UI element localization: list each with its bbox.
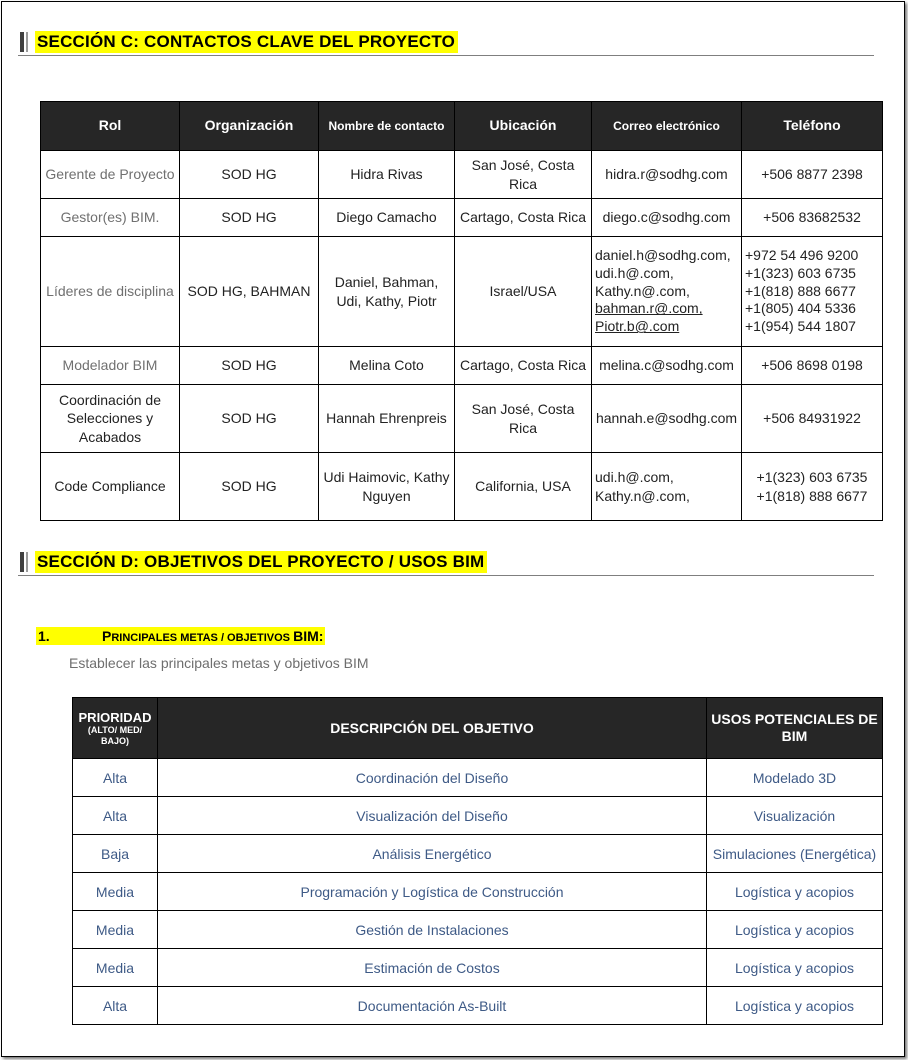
cell-rol: Code Compliance xyxy=(41,453,180,521)
phone-number: +1(818) 888 6677 xyxy=(745,282,856,299)
table-row xyxy=(41,347,883,385)
objectives-table xyxy=(72,697,883,1025)
header-rol: Rol xyxy=(41,102,180,151)
cell-ubicacion: Cartago, Costa Rica xyxy=(455,347,592,385)
header-organizacion: Organización xyxy=(180,102,319,151)
cell-correo[interactable]: hannah.e@sodhg.com xyxy=(592,385,742,453)
cell-usos: Logística y acopios xyxy=(707,911,883,949)
cell-ubicacion: San José, Costa Rica xyxy=(455,151,592,199)
cell-usos: Modelado 3D xyxy=(707,759,883,797)
header-prioridad-sub: (ALTO/ MED/ BAJO) xyxy=(87,725,143,746)
contacts-table xyxy=(40,101,883,521)
phone-number: +1(954) 544 1807 xyxy=(745,318,856,335)
cell-telefono: +506 8877 2398 xyxy=(742,151,883,199)
cell-ubicacion: Israel/USA xyxy=(455,237,592,347)
header-usos: USOS POTENCIALES DE BIM xyxy=(707,698,883,759)
objectives-header-row xyxy=(73,698,883,759)
heading-bar-secondary xyxy=(26,32,28,52)
header-correo: Correo electrónico xyxy=(592,102,742,151)
cell-telefono-list xyxy=(742,237,883,347)
cell-organizacion: SOD HG xyxy=(180,199,319,237)
table-row xyxy=(73,835,883,873)
cell-nombre: Melina Coto xyxy=(319,347,455,385)
item-title-initial: P xyxy=(102,628,112,644)
table-row xyxy=(73,797,883,835)
header-prioridad-label: PRIORIDAD xyxy=(78,709,152,725)
cell-telefono-list xyxy=(742,453,883,521)
cell-prioridad: Media xyxy=(73,949,158,987)
item-title-smallcaps: RINCIPALES METAS / OBJETIVOS xyxy=(111,632,294,644)
cell-nombre: Udi Haimovic, Kathy Nguyen xyxy=(319,453,455,521)
cell-organizacion: SOD HG, BAHMAN xyxy=(180,237,319,347)
email-link[interactable]: Kathy.n@.com, xyxy=(595,282,690,299)
cell-organizacion: SOD HG xyxy=(180,151,319,199)
cell-ubicacion: San José, Costa Rica xyxy=(455,385,592,453)
section-c-title: SECCIÓN C: CONTACTOS CLAVE DEL PROYECTO xyxy=(35,31,458,53)
cell-prioridad: Alta xyxy=(73,759,158,797)
header-telefono: Teléfono xyxy=(742,102,883,151)
cell-correo-list xyxy=(592,237,742,347)
cell-rol: Gestor(es) BIM. xyxy=(41,199,180,237)
heading-bar xyxy=(20,32,24,52)
cell-descripcion: Programación y Logística de Construcción xyxy=(158,873,707,911)
heading-bar-secondary xyxy=(26,552,28,572)
cell-descripcion: Estimación de Costos xyxy=(158,949,707,987)
cell-telefono: +506 84931922 xyxy=(742,385,883,453)
table-row xyxy=(41,237,883,347)
cell-ubicacion: California, USA xyxy=(455,453,592,521)
cell-usos: Logística y acopios xyxy=(707,873,883,911)
email-link[interactable]: Kathy.n@.com, xyxy=(595,487,690,504)
cell-descripcion: Visualización del Diseño xyxy=(158,797,707,835)
cell-prioridad: Alta xyxy=(73,797,158,835)
phone-number: +972 54 496 9200 xyxy=(745,246,859,263)
cell-organizacion: SOD HG xyxy=(180,385,319,453)
cell-correo[interactable]: hidra.r@sodhg.com xyxy=(592,151,742,199)
table-row xyxy=(73,949,883,987)
section-d-title: SECCIÓN D: OBJETIVOS DEL PROYECTO / USOS BIM xyxy=(35,551,487,573)
heading-bar xyxy=(20,552,24,572)
cell-telefono: +506 83682532 xyxy=(742,199,883,237)
item-title-tail: BIM: xyxy=(293,628,324,644)
header-prioridad xyxy=(73,698,158,759)
cell-nombre: Diego Camacho xyxy=(319,199,455,237)
cell-usos: Simulaciones (Energética) xyxy=(707,835,883,873)
cell-prioridad: Alta xyxy=(73,987,158,1025)
cell-nombre: Hannah Ehrenpreis xyxy=(319,385,455,453)
table-row xyxy=(73,873,883,911)
cell-descripcion: Coordinación del Diseño xyxy=(158,759,707,797)
cell-nombre: Daniel, Bahman, Udi, Kathy, Piotr xyxy=(319,237,455,347)
contacts-header-row xyxy=(41,102,883,151)
cell-descripcion: Análisis Energético xyxy=(158,835,707,873)
table-row xyxy=(73,911,883,949)
cell-rol: Coordinación de Selecciones y Acabados xyxy=(41,385,180,453)
cell-descripcion: Documentación As-Built xyxy=(158,987,707,1025)
cell-organizacion: SOD HG xyxy=(180,453,319,521)
cell-prioridad: Media xyxy=(73,873,158,911)
cell-prioridad: Baja xyxy=(73,835,158,873)
cell-rol: Modelador BIM xyxy=(41,347,180,385)
cell-organizacion: SOD HG xyxy=(180,347,319,385)
phone-number: +1(818) 888 6677 xyxy=(756,487,868,504)
cell-rol: Gerente de Proyecto xyxy=(41,151,180,199)
cell-usos: Visualización xyxy=(707,797,883,835)
table-row xyxy=(41,385,883,453)
cell-correo[interactable]: diego.c@sodhg.com xyxy=(592,199,742,237)
section-d-heading xyxy=(18,549,874,576)
table-row xyxy=(41,453,883,521)
cell-usos: Logística y acopios xyxy=(707,949,883,987)
phone-number: +1(805) 404 5336 xyxy=(745,300,856,317)
email-link[interactable]: udi.h@.com, xyxy=(595,469,674,486)
phone-number: +1(323) 603 6735 xyxy=(756,469,868,486)
header-ubicacion: Ubicación xyxy=(455,102,592,151)
email-link[interactable]: udi.h@.com, xyxy=(595,264,674,281)
header-nombre-contacto: Nombre de contacto xyxy=(319,102,455,151)
phone-number: +1(323) 603 6735 xyxy=(745,264,856,281)
table-row xyxy=(73,759,883,797)
table-row xyxy=(73,987,883,1025)
cell-correo-list xyxy=(592,453,742,521)
email-link[interactable]: Piotr.b@.com xyxy=(595,318,680,335)
document-frame xyxy=(1,1,905,1057)
cell-correo[interactable]: melina.c@sodhg.com xyxy=(592,347,742,385)
cell-descripcion: Gestión de Instalaciones xyxy=(158,911,707,949)
table-row xyxy=(41,151,883,199)
item-number: 1. xyxy=(38,628,50,644)
cell-ubicacion: Cartago, Costa Rica xyxy=(455,199,592,237)
section-c-heading xyxy=(18,29,874,56)
cell-nombre: Hidra Rivas xyxy=(319,151,455,199)
cell-rol: Líderes de disciplina xyxy=(41,237,180,347)
cell-prioridad: Media xyxy=(73,911,158,949)
email-link[interactable]: daniel.h@sodhg.com, xyxy=(595,246,731,263)
cell-telefono: +506 8698 0198 xyxy=(742,347,883,385)
item-1-subtitle: Establecer las principales metas y objetivos BIM xyxy=(69,655,369,671)
table-row xyxy=(41,199,883,237)
email-link[interactable]: bahman.r@.com, xyxy=(595,300,703,317)
cell-usos: Logística y acopios xyxy=(707,987,883,1025)
item-1-heading xyxy=(36,627,325,645)
header-descripcion: DESCRIPCIÓN DEL OBJETIVO xyxy=(158,698,707,759)
